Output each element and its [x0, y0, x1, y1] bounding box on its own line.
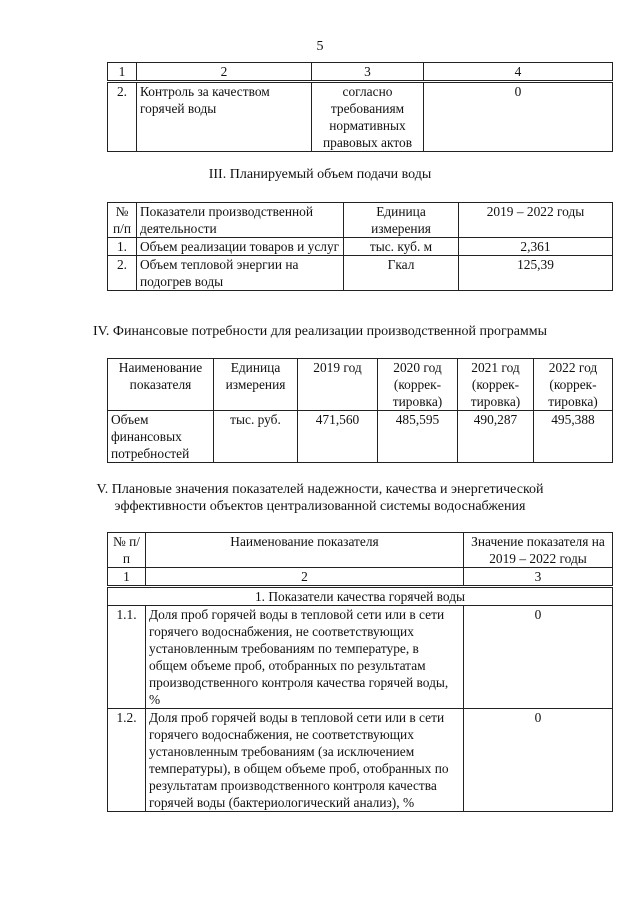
subsection-title: 1. Показатели качества горячей воды — [108, 587, 613, 606]
table-row — [108, 256, 613, 291]
row-basis: согласно требованиям нормативных правовых актов — [312, 82, 424, 152]
page-number: 5 — [316, 39, 324, 54]
header-cell: Наименование показателя — [146, 533, 464, 568]
row-name: Объем финансовых потребностей — [108, 411, 214, 463]
col-number: 3 — [312, 63, 424, 82]
row-value: 125,39 — [459, 256, 613, 291]
row-value: 0 — [424, 82, 613, 152]
subsection-row — [108, 587, 613, 606]
table-row — [108, 411, 613, 463]
table-row — [108, 606, 613, 709]
row-value: 2,361 — [459, 238, 613, 256]
col-number: 4 — [424, 63, 613, 82]
section5-table — [107, 532, 613, 812]
col-number: 2 — [137, 63, 312, 82]
row-name: Объем реализации товаров и услуг — [137, 238, 344, 256]
header-cell: 2019 год — [298, 359, 378, 411]
header-cell: Значение показателя на 2019 – 2022 годы — [464, 533, 613, 568]
row-number: 2. — [108, 82, 137, 152]
section5-title-line1: V. Плановые значения показателей надежности, качества и энергетической — [96, 482, 544, 497]
table-header-row — [108, 533, 613, 568]
row-value: 0 — [464, 606, 613, 709]
row-value: 0 — [464, 709, 613, 812]
row-name: Доля проб горячей воды в тепловой сети или в сети горячего водоснабжения, не соответствующих установленным требованиям по температуре, в общем объеме проб, отобранных по результатам производственного контроля качества горячей воды, % — [146, 606, 464, 709]
section3-title: III. Планируемый объем подачи воды — [208, 167, 432, 182]
table-row — [108, 709, 613, 812]
row-unit: Гкал — [344, 256, 459, 291]
value-2022: 495,388 — [534, 411, 613, 463]
header-cell: 2020 год (коррек-тировка) — [378, 359, 458, 411]
row-number: 1.2. — [108, 709, 146, 812]
row-name: Доля проб горячей воды в тепловой сети или в сети горячего водоснабжения, не соответствующих установленным требованиям (за исключением температуры), в общем объеме проб, отобранных по результатам производственного контроля качества горячей воды (бактериологический анализ), % — [146, 709, 464, 812]
header-cell: № п/п — [108, 533, 146, 568]
row-name: Контроль за качеством горячей воды — [137, 82, 312, 152]
row-name: Объем тепловой энергии на подогрев воды — [137, 256, 344, 291]
col-number: 3 — [464, 568, 613, 587]
table-row — [108, 238, 613, 256]
row-number: 1.1. — [108, 606, 146, 709]
continuation-table — [107, 62, 613, 152]
section3-table — [107, 202, 613, 291]
value-2021: 490,287 — [458, 411, 534, 463]
header-cell: Показатели производственной деятельности — [137, 203, 344, 238]
row-unit: тыс. куб. м — [344, 238, 459, 256]
value-2019: 471,560 — [298, 411, 378, 463]
table-row — [108, 82, 613, 152]
header-cell: 2019 – 2022 годы — [459, 203, 613, 238]
col-number: 1 — [108, 568, 146, 587]
row-unit: тыс. руб. — [214, 411, 298, 463]
column-number-row — [108, 568, 613, 587]
header-cell: Наименование показателя — [108, 359, 214, 411]
section4-table — [107, 358, 613, 463]
table-header-row — [108, 203, 613, 238]
section4-title: IV. Финансовые потребности для реализации производственной программы — [92, 324, 548, 339]
header-cell: Единица измерения — [214, 359, 298, 411]
section5-title-line2: эффективности объектов централизованной системы водоснабжения — [114, 499, 526, 514]
header-cell: 2022 год (коррек-тировка) — [534, 359, 613, 411]
column-number-row — [108, 63, 613, 82]
header-cell: № п/п — [108, 203, 137, 238]
row-number: 2. — [108, 256, 137, 291]
table-header-row — [108, 359, 613, 411]
value-2020: 485,595 — [378, 411, 458, 463]
col-number: 2 — [146, 568, 464, 587]
col-number: 1 — [108, 63, 137, 82]
row-number: 1. — [108, 238, 137, 256]
header-cell: 2021 год (коррек-тировка) — [458, 359, 534, 411]
header-cell: Единица измерения — [344, 203, 459, 238]
